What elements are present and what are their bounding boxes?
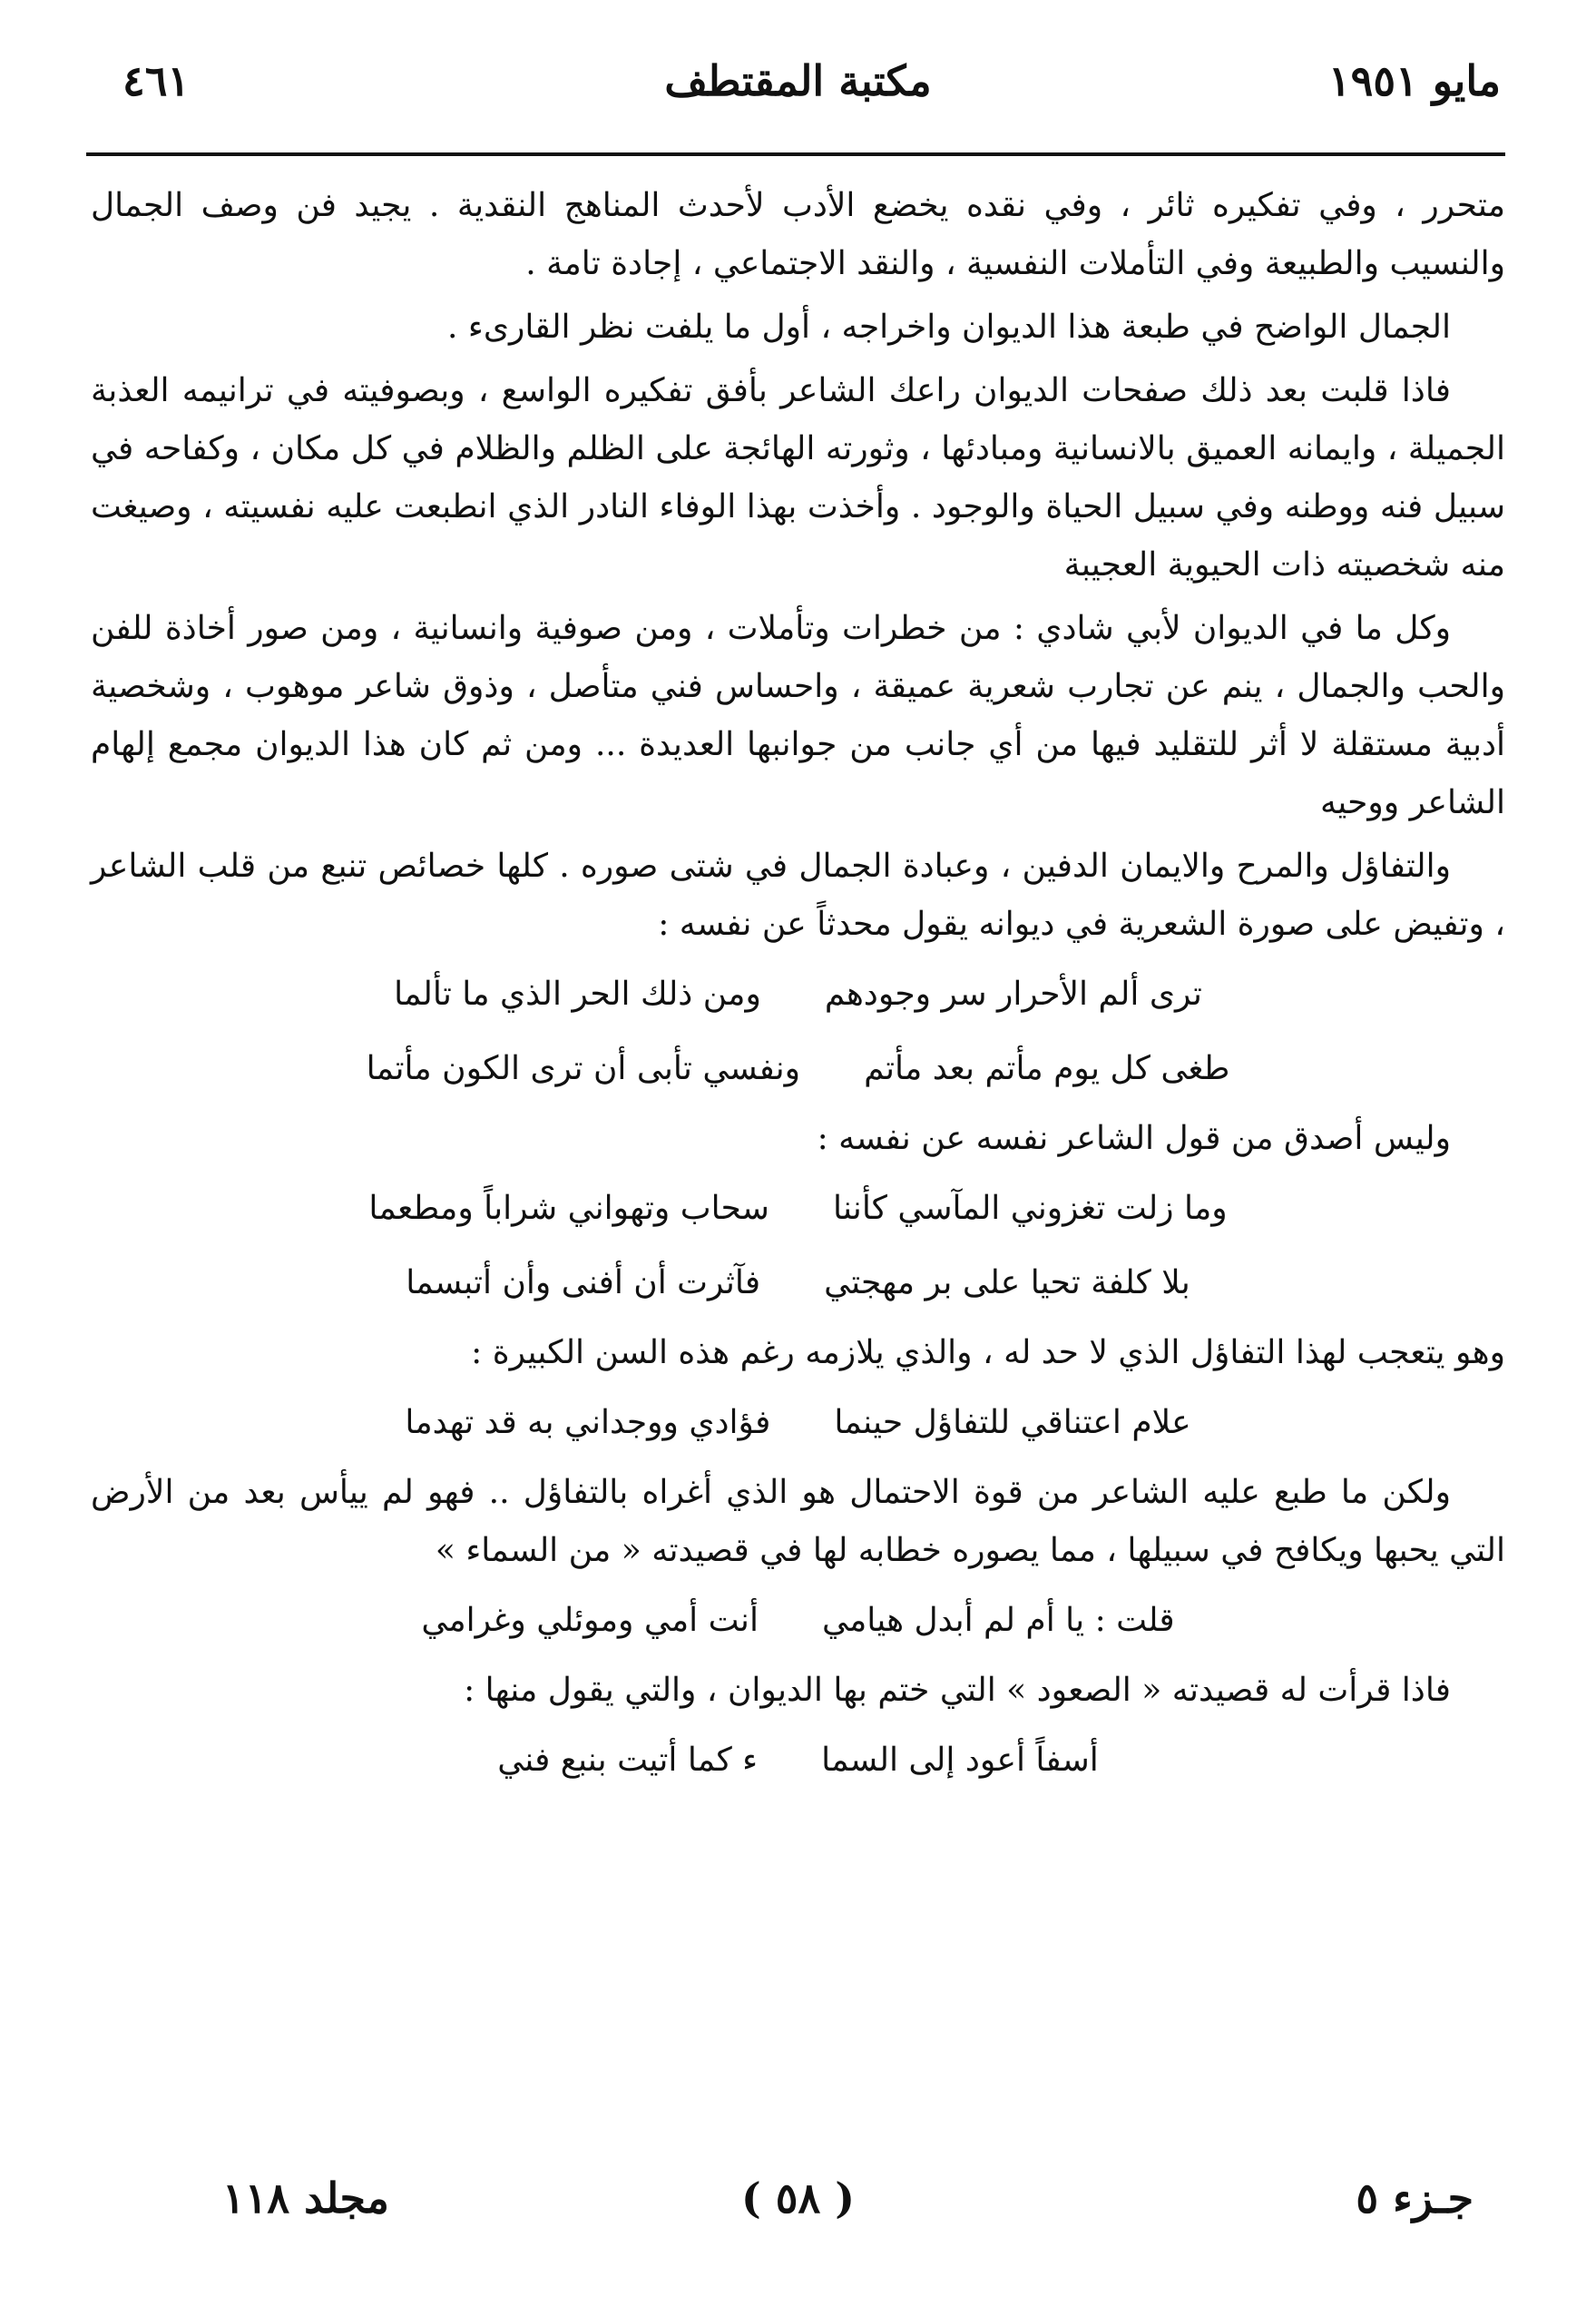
verse-first-hemistich: أسفاً أعود إلى السما	[821, 1742, 1099, 1779]
verse-first-hemistich: ترى ألم الأحرار سر وجودهم	[824, 976, 1202, 1013]
header-rule	[86, 152, 1505, 156]
verse-first-hemistich: قلت : يا أم لم أبدل هيامي	[821, 1602, 1175, 1639]
verse-line	[91, 1727, 1505, 1794]
paragraph: فاذا قرأت له قصيدته « الصعود » التي ختم بها الديوان ، والتي يقول منها :	[464, 1672, 1451, 1709]
verse-second-hemistich: فآثرت أن أفنى وأن أتبسما	[406, 1264, 761, 1301]
paragraph: وليس أصدق من قول الشاعر نفسه عن نفسه :	[817, 1120, 1451, 1157]
signature-number: ( ٥٨ )	[741, 2174, 855, 2223]
paragraph: والتفاؤل والمرح والايمان الدفين ، وعبادة الجمال في شتى صوره . كلها خصائص تنبع من قلب الشاعر ، وتفيض على صورة الشعرية في ديوانه يقول محدثاً عن نفسه :	[91, 848, 1505, 943]
verse-second-hemistich: ء كما أتيت بنبع فني	[497, 1742, 759, 1779]
article-body	[91, 177, 1505, 1801]
section-title: مكتبة المقتطف	[664, 56, 932, 105]
volume-number: مجلد ١١٨	[222, 2174, 389, 2223]
paragraph: وكل ما في الديوان لأبي شادي : من خطرات وتأملات ، ومن صوفية وانسانية ، ومن صور أخاذة للفن والحب والجمال ، ينم عن تجارب شعرية عميقة ، واحساس فني متأصل ، وذوق شاعر موهوب ، وشخصية أدبية مستقلة لا أثر للتقليد فيها من أي جانب من جوانبها العديدة ... ومن ثم كان هذا الديوان مجمع إلهام الشاعر ووحيه	[91, 610, 1505, 821]
verse-second-hemistich: فؤادي ووجداني به قد تهدما	[405, 1404, 771, 1441]
verse-line	[91, 961, 1505, 1028]
verse-first-hemistich: طغى كل يوم مأتم بعد مأتم	[864, 1050, 1230, 1087]
page-footer	[86, 2174, 1510, 2246]
paragraph: فاذا قلبت بعد ذلك صفحات الديوان راعك الشاعر بأفق تفكيره الواسع ، وبصوفيته في ترانيمه العذبة الجميلة ، وايمانه العميق بالانسانية ومبادئها ، وثورته الهائجة على الظلم والظلام في كل مكان ، وكفاحه في سبيل فنه ووطنه وفي سبيل الحياة والوجود . وأخذت بهذا الوفاء النادر الذي انطبعت عليه نفسيته ، وصيغت منه شخصيته ذات الحيوية العجيبة	[91, 372, 1505, 584]
verse-line	[91, 1175, 1505, 1242]
issue-date: مايو ١٩٥١	[1327, 56, 1501, 105]
verse-line	[91, 1250, 1505, 1317]
verse-line	[91, 1389, 1505, 1457]
verse-line	[91, 1587, 1505, 1654]
verse-second-hemistich: ونفسي تأبى أن ترى الكون مأتما	[366, 1050, 801, 1087]
verse-first-hemistich: بلا كلفة تحيا على بر مهجتي	[824, 1264, 1190, 1301]
verse-second-hemistich: أنت أمي وموئلي وغرامي	[421, 1602, 759, 1639]
verse-first-hemistich: علام اعتناقي للتفاؤل حينما	[834, 1404, 1191, 1441]
running-header	[86, 56, 1510, 120]
paragraph: متحرر ، وفي تفكيره ثائر ، وفي نقده يخضع الأدب لأحدث المناهج النقدية . يجيد فن وصف الجمال والنسيب والطبيعة وفي التأملات النفسية ، والنقد الاجتماعي ، إجادة تامة .	[91, 187, 1505, 282]
verse-line	[91, 1035, 1505, 1103]
paragraph: ولكن ما طبع عليه الشاعر من قوة الاحتمال هو الذي أغراه بالتفاؤل .. فهو لم ييأس بعد من الأرض التي يحبها ويكافح في سبيلها ، مما يصوره خطابه لها في قصيدته « من السماء »	[91, 1474, 1505, 1569]
page-number: ٤٦١	[122, 56, 191, 105]
verse-second-hemistich: سحاب وتهواني شراباً ومطعما	[368, 1190, 769, 1227]
paragraph: وهو يتعجب لهذا التفاؤل الذي لا حد له ، والذي يلازمه رغم هذه السن الكبيرة :	[471, 1334, 1505, 1371]
part-number: جـزء ٥	[1356, 2174, 1474, 2223]
paragraph: الجمال الواضح في طبعة هذا الديوان واخراجه ، أول ما يلفت نظر القارىء .	[447, 309, 1451, 346]
verse-first-hemistich: وما زلت تغزوني المآسي كأننا	[832, 1190, 1228, 1227]
verse-second-hemistich: ومن ذلك الحر الذي ما تألما	[394, 976, 761, 1013]
